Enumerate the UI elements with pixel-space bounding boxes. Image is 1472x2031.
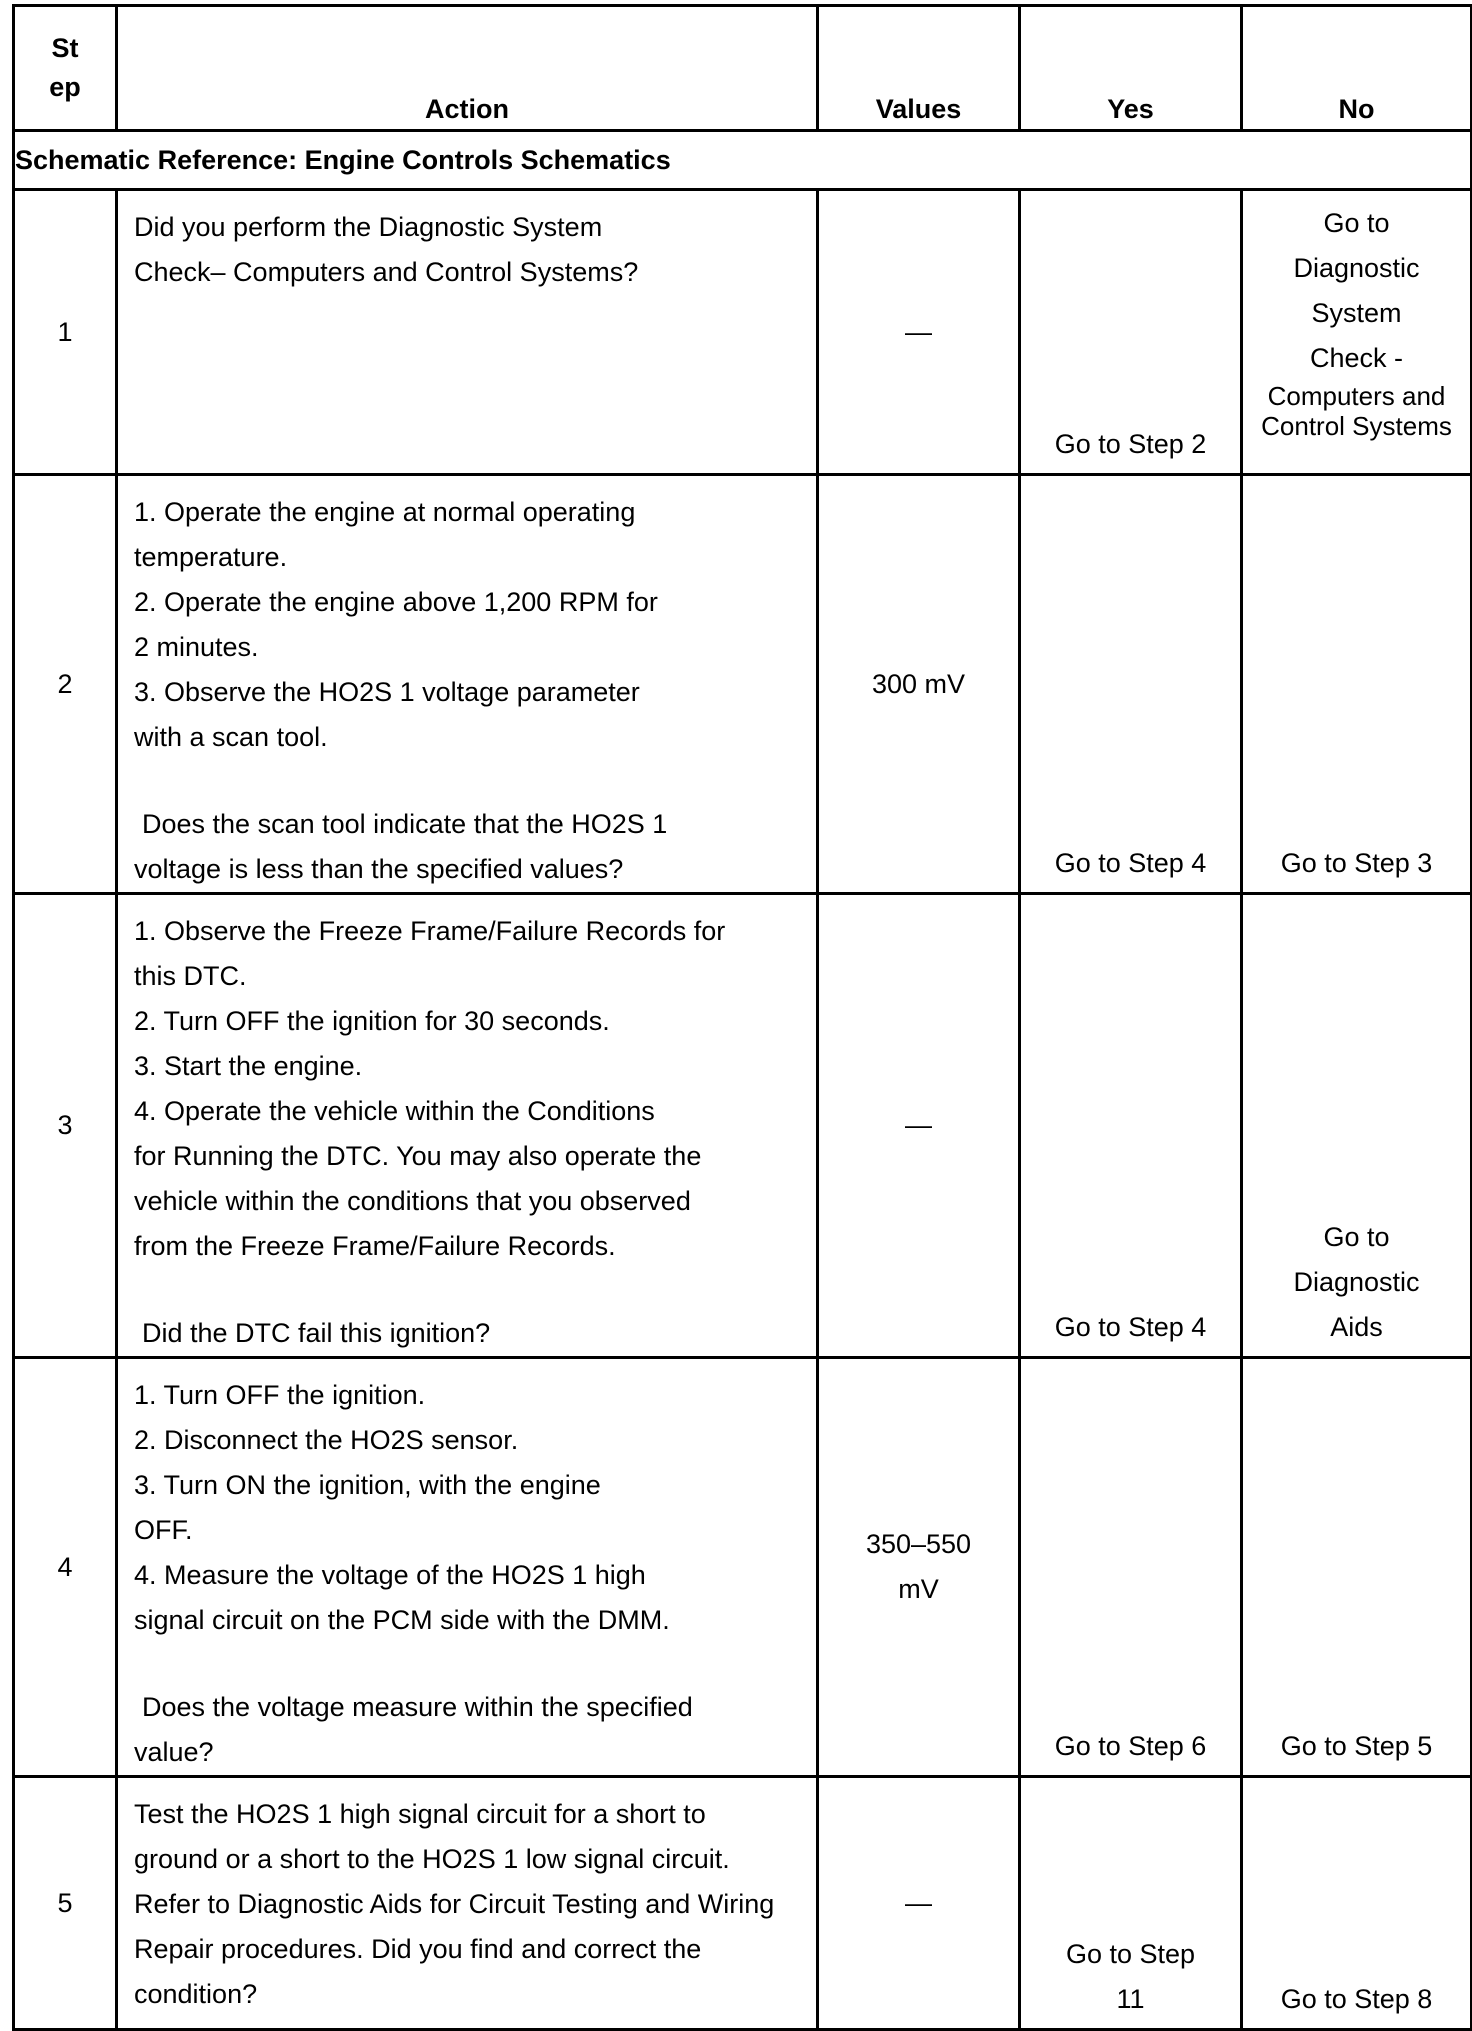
question-line: value? bbox=[134, 1737, 214, 1767]
no-cell: Go to Step 5 bbox=[1242, 1358, 1472, 1777]
value-cell: 300 mV bbox=[818, 475, 1020, 894]
question-line: Does the scan tool indicate that the HO2S 1 bbox=[142, 809, 668, 839]
yes-cell: Go to Step 11 bbox=[1020, 1777, 1242, 2030]
action-line: Did you perform the Diagnostic System bbox=[134, 212, 603, 242]
diagnostic-table bbox=[12, 4, 1472, 2031]
header-row bbox=[14, 6, 1472, 131]
action-cell: Test the HO2S 1 high signal circuit for a short to ground or a short to the HO2S 1 low signal circuit. Refer to Diagnostic Aids for Circuit Testing and Wiring Repair procedures. Did you find and correct the condition? bbox=[117, 1777, 818, 2030]
table-row bbox=[14, 1358, 1472, 1777]
no-cell: Go to Diagnostic System Check - Computers and Control Systems bbox=[1242, 190, 1472, 475]
table-row bbox=[14, 190, 1472, 475]
action-cell: 1. Turn OFF the ignition. 2. Disconnect the HO2S sensor. 3. Turn ON the ignition, with the engine OFF. 4. Measure the voltage of the HO2S 1 high signal circuit on the PCM side with the DMM. Does the voltage measure within the specified value? bbox=[117, 1358, 818, 1777]
header-step: St ep bbox=[14, 6, 117, 131]
step-number: 3 bbox=[14, 894, 117, 1358]
step-number: 5 bbox=[14, 1777, 117, 2030]
header-yes: Yes bbox=[1020, 6, 1242, 131]
yes-cell: Go to Step 4 bbox=[1020, 894, 1242, 1358]
no-cell: Go to Step 3 bbox=[1242, 475, 1472, 894]
header-values: Values bbox=[818, 6, 1020, 131]
header-no: No bbox=[1242, 6, 1472, 131]
table-row bbox=[14, 1777, 1472, 2030]
step-number: 2 bbox=[14, 475, 117, 894]
question-line: voltage is less than the specified values? bbox=[134, 854, 624, 884]
step-number: 4 bbox=[14, 1358, 117, 1777]
table-row bbox=[14, 475, 1472, 894]
schematic-reference-row bbox=[14, 131, 1472, 190]
action-cell: 1. Operate the engine at normal operating temperature. 2. Operate the engine above 1,200 RPM for 2 minutes. 3. Observe the HO2S 1 voltage parameter with a scan tool. Does the scan tool indicate that the HO2S 1 voltage is less than the specified values? bbox=[117, 475, 818, 894]
step-number: 1 bbox=[14, 190, 117, 475]
yes-cell: Go to Step 6 bbox=[1020, 1358, 1242, 1777]
diagnostic-table-page bbox=[12, 4, 1470, 2031]
yes-cell: Go to Step 2 bbox=[1020, 190, 1242, 475]
question-line: Did the DTC fail this ignition? bbox=[142, 1318, 491, 1348]
schematic-reference: Schematic Reference: Engine Controls Schematics bbox=[14, 131, 1472, 190]
value-cell: 350–550 mV bbox=[818, 1358, 1020, 1777]
action-cell: 1. Observe the Freeze Frame/Failure Records for this DTC. 2. Turn OFF the ignition for 30 seconds. 3. Start the engine. 4. Operate the vehicle within the Conditions for Running the DTC. You may also operate the vehicle within the conditions that you observed from the Freeze Frame/Failure Records. Did the DTC fail this ignition? bbox=[117, 894, 818, 1358]
value-cell: — bbox=[818, 894, 1020, 1358]
action-cell bbox=[117, 190, 818, 475]
no-cell: Go to Step 8 bbox=[1242, 1777, 1472, 2030]
yes-cell: Go to Step 4 bbox=[1020, 475, 1242, 894]
table-row bbox=[14, 894, 1472, 1358]
header-action: Action bbox=[117, 6, 818, 131]
value-cell: — bbox=[818, 190, 1020, 475]
action-line: Check– Computers and Control Systems? bbox=[134, 257, 639, 287]
no-cell: Go to Diagnostic Aids bbox=[1242, 894, 1472, 1358]
value-cell: — bbox=[818, 1777, 1020, 2030]
question-line: Does the voltage measure within the specified bbox=[142, 1692, 693, 1722]
